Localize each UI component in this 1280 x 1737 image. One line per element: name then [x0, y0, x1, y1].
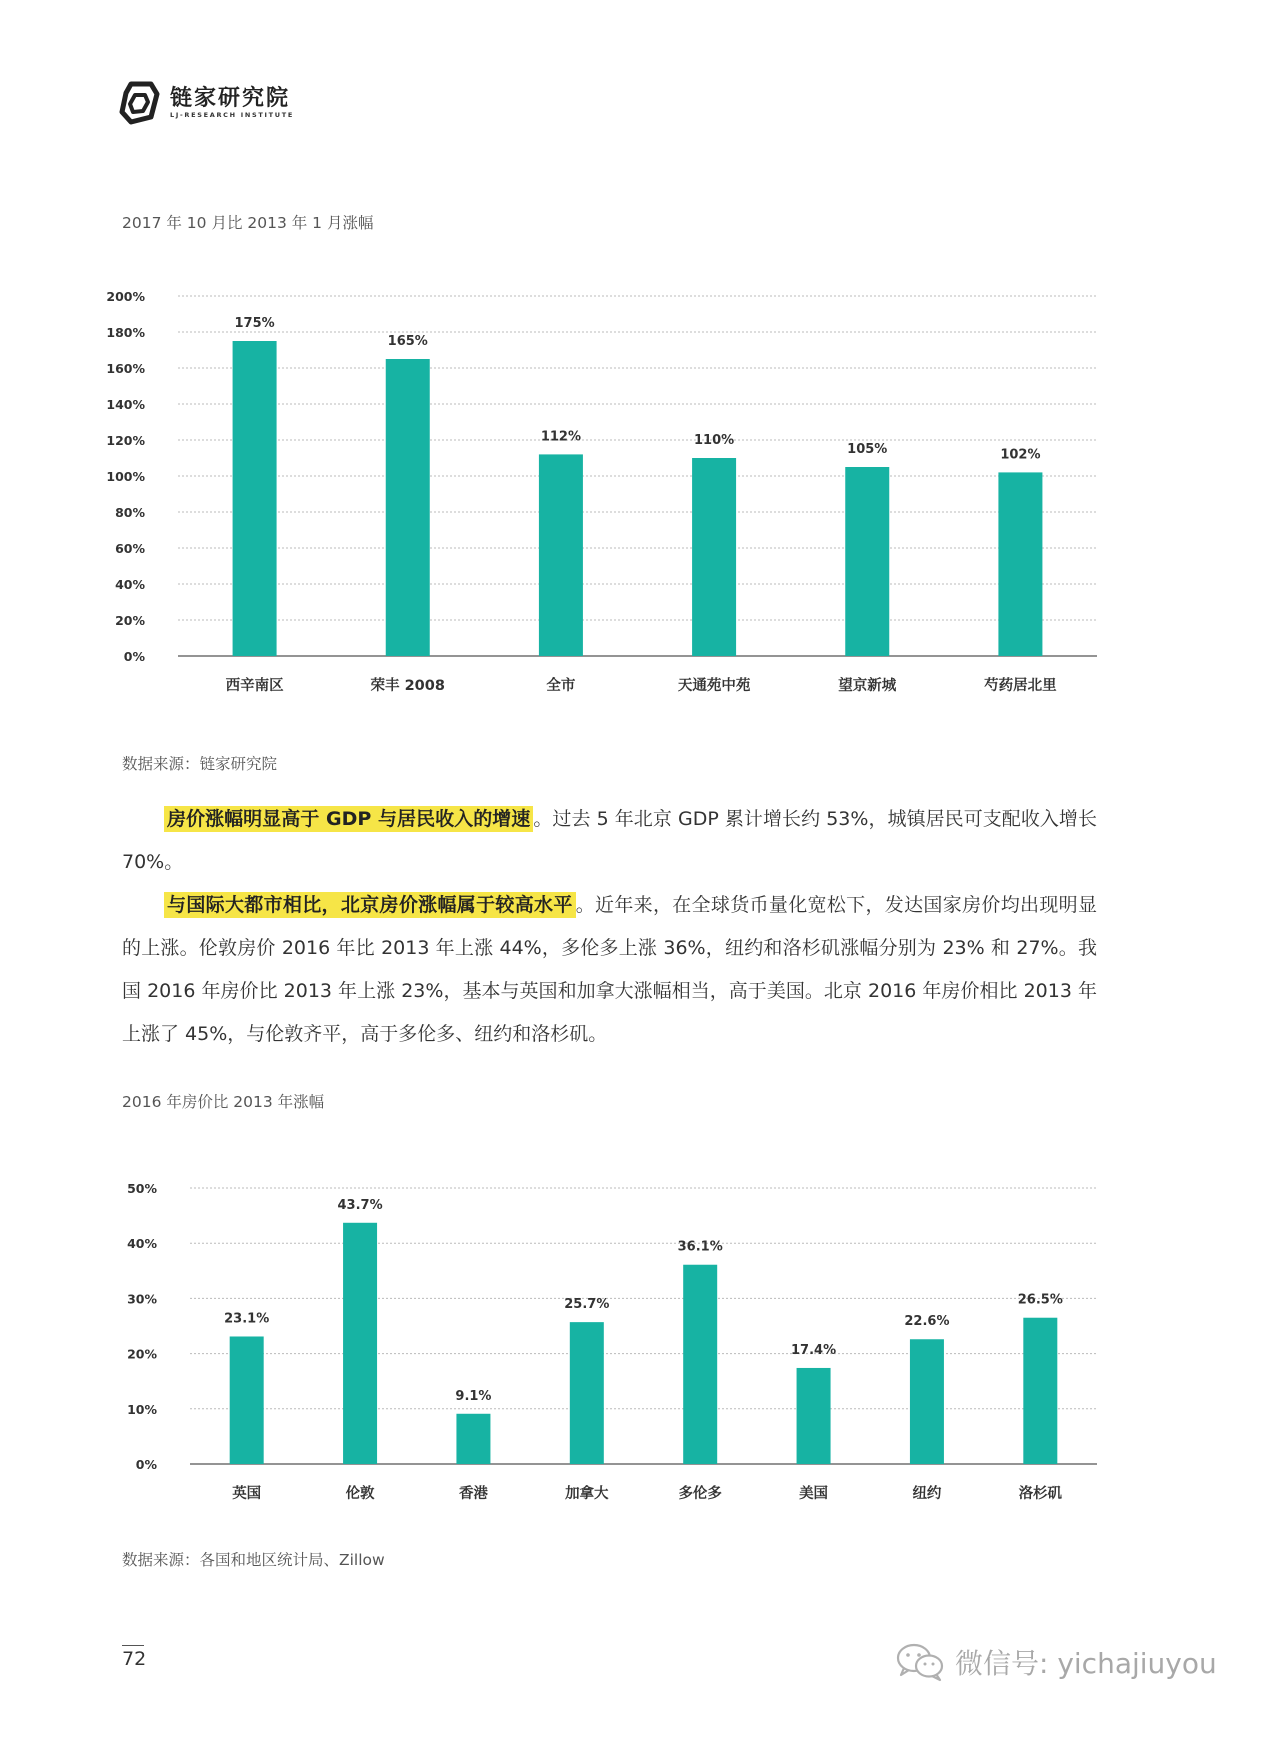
chart2-bar [230, 1336, 264, 1464]
chart1-value-label: 110% [693, 433, 735, 448]
chart2-category-label: 多伦多 [678, 1486, 722, 1502]
chart2-value-label: 9.1% [455, 1388, 492, 1404]
chart2-category-label: 纽约 [912, 1486, 942, 1502]
chart1-value-label: 112% [540, 429, 582, 445]
chart2-ytick-label: 0% [135, 1457, 157, 1472]
chart2-category-label: 洛杉矶 [1018, 1486, 1063, 1502]
chart2-value-label: 36.1% [677, 1239, 723, 1255]
chart2-bar [683, 1265, 717, 1464]
chart1-source: 数据来源：链家研究院 [122, 755, 278, 773]
chart1-ytick-label: 100% [106, 469, 145, 484]
chart2-value-label: 23.1% [224, 1311, 270, 1327]
chart2-ytick-label: 40% [127, 1236, 157, 1252]
chart2 [0, 1160, 1280, 1510]
chart1-bar [845, 467, 889, 656]
chart2-caption: 2016 年房价比 2013 年涨幅 [122, 1093, 325, 1111]
page-number-rule [122, 1645, 144, 1646]
chart2-svg [0, 1160, 1280, 1510]
chart1-bar [692, 458, 736, 656]
chart1-category-label: 全市 [546, 678, 576, 694]
chart2-value-label: 43.7% [337, 1197, 383, 1213]
chart2-ytick-label: 10% [127, 1401, 157, 1417]
watermark-text: 微信号: yichajiuyou [955, 1647, 1217, 1680]
chart2-bar [570, 1322, 604, 1464]
chart2-category-label: 加拿大 [565, 1486, 609, 1502]
wechat-icon [895, 1642, 947, 1682]
chart1-value-label: 165% [387, 334, 428, 349]
chart2-bar [343, 1223, 377, 1464]
chart1-category-label: 天通苑中苑 [677, 678, 751, 694]
chart2-value-label: 25.7% [564, 1297, 610, 1313]
chart1-ytick-label: 60% [115, 541, 145, 556]
chart1-value-label: 105% [847, 442, 888, 457]
chart1-ytick-label: 160% [106, 361, 145, 376]
chart1-ytick-label: 20% [115, 613, 145, 628]
chart1-category-label: 荣丰 2008 [370, 678, 445, 694]
chart1-value-label: 102% [1000, 447, 1041, 463]
paragraph-2-highlight: 与国际大都市相比，北京房价涨幅属于较高水平 [164, 892, 576, 918]
logo-icon [118, 81, 160, 125]
paragraph-1-highlight: 房价涨幅明显高于 GDP 与居民收入的增速 [164, 806, 533, 832]
paragraph-2-text: 。近年来，在全球货币量化宽松下，发达国家房价均出现明显的上涨。伦敦房价 2016 年比 2013 年上涨 44%，多伦多上涨 36%，纽约和洛杉矶涨幅分别为 23% 和 27%。我国 2016 年房价比 2013 年上涨 23%，基本与英国和加拿大涨幅相当，高于美国。北京 2016 年房价相比 2013 年上涨了 45%，与伦敦齐平，高于多伦多、纽约和洛杉矶。 [122, 894, 1097, 1045]
chart2-category-label: 美国 [799, 1486, 829, 1502]
chart2-bar [1023, 1318, 1057, 1464]
chart1-svg [0, 270, 1280, 710]
chart1-ytick-label: 140% [106, 397, 145, 412]
chart2-ytick-label: 20% [127, 1346, 157, 1362]
chart1-ytick-label: 0% [123, 649, 145, 664]
chart2-source: 数据来源：各国和地区统计局、Zillow [122, 1551, 385, 1569]
chart2-category-label: 英国 [232, 1486, 262, 1502]
chart1-ytick-label: 180% [106, 325, 145, 340]
chart2-ytick-label: 50% [127, 1181, 157, 1196]
chart1-caption: 2017 年 10 月比 2013 年 1 月涨幅 [122, 214, 374, 232]
page-number: 72 [122, 1648, 147, 1670]
chart2-value-label: 22.6% [904, 1314, 950, 1330]
chart1-bar [386, 359, 430, 656]
chart1-category-label: 望京新城 [838, 678, 897, 694]
logo-name: 链家研究院 [170, 85, 291, 111]
chart1-ytick-label: 200% [106, 289, 145, 304]
chart2-ytick-label: 30% [127, 1291, 157, 1307]
chart2-bar [456, 1414, 490, 1464]
logo-subtitle: LJ-RESEARCH INSTITUTE [170, 110, 295, 119]
chart1-bar [539, 454, 583, 656]
chart1-bar [233, 341, 277, 656]
chart1-category-label: 西辛南区 [225, 678, 284, 694]
chart1-ytick-label: 80% [115, 505, 145, 520]
paragraph-1 [122, 798, 1097, 884]
body-text [122, 798, 1097, 1056]
chart1-bar [998, 472, 1042, 656]
chart2-bar [910, 1339, 944, 1464]
chart2-bar [797, 1368, 831, 1464]
chart2-value-label: 17.4% [791, 1342, 837, 1358]
chart1-value-label: 175% [234, 316, 275, 331]
logo [118, 78, 294, 128]
chart1 [0, 270, 1280, 710]
chart1-ytick-label: 120% [106, 433, 145, 448]
chart2-value-label: 26.5% [1017, 1292, 1063, 1308]
chart2-category-label: 伦敦 [345, 1486, 375, 1502]
paragraph-1-text: 。过去 5 年北京 GDP 累计增长约 53%，城镇居民可支配收入增长 70%。 [122, 808, 1097, 873]
chart1-ytick-label: 40% [115, 577, 145, 592]
watermark [895, 1642, 1217, 1682]
paragraph-2 [122, 884, 1097, 1056]
chart2-category-label: 香港 [458, 1486, 488, 1502]
chart1-category-label: 芍药居北里 [984, 678, 1057, 694]
